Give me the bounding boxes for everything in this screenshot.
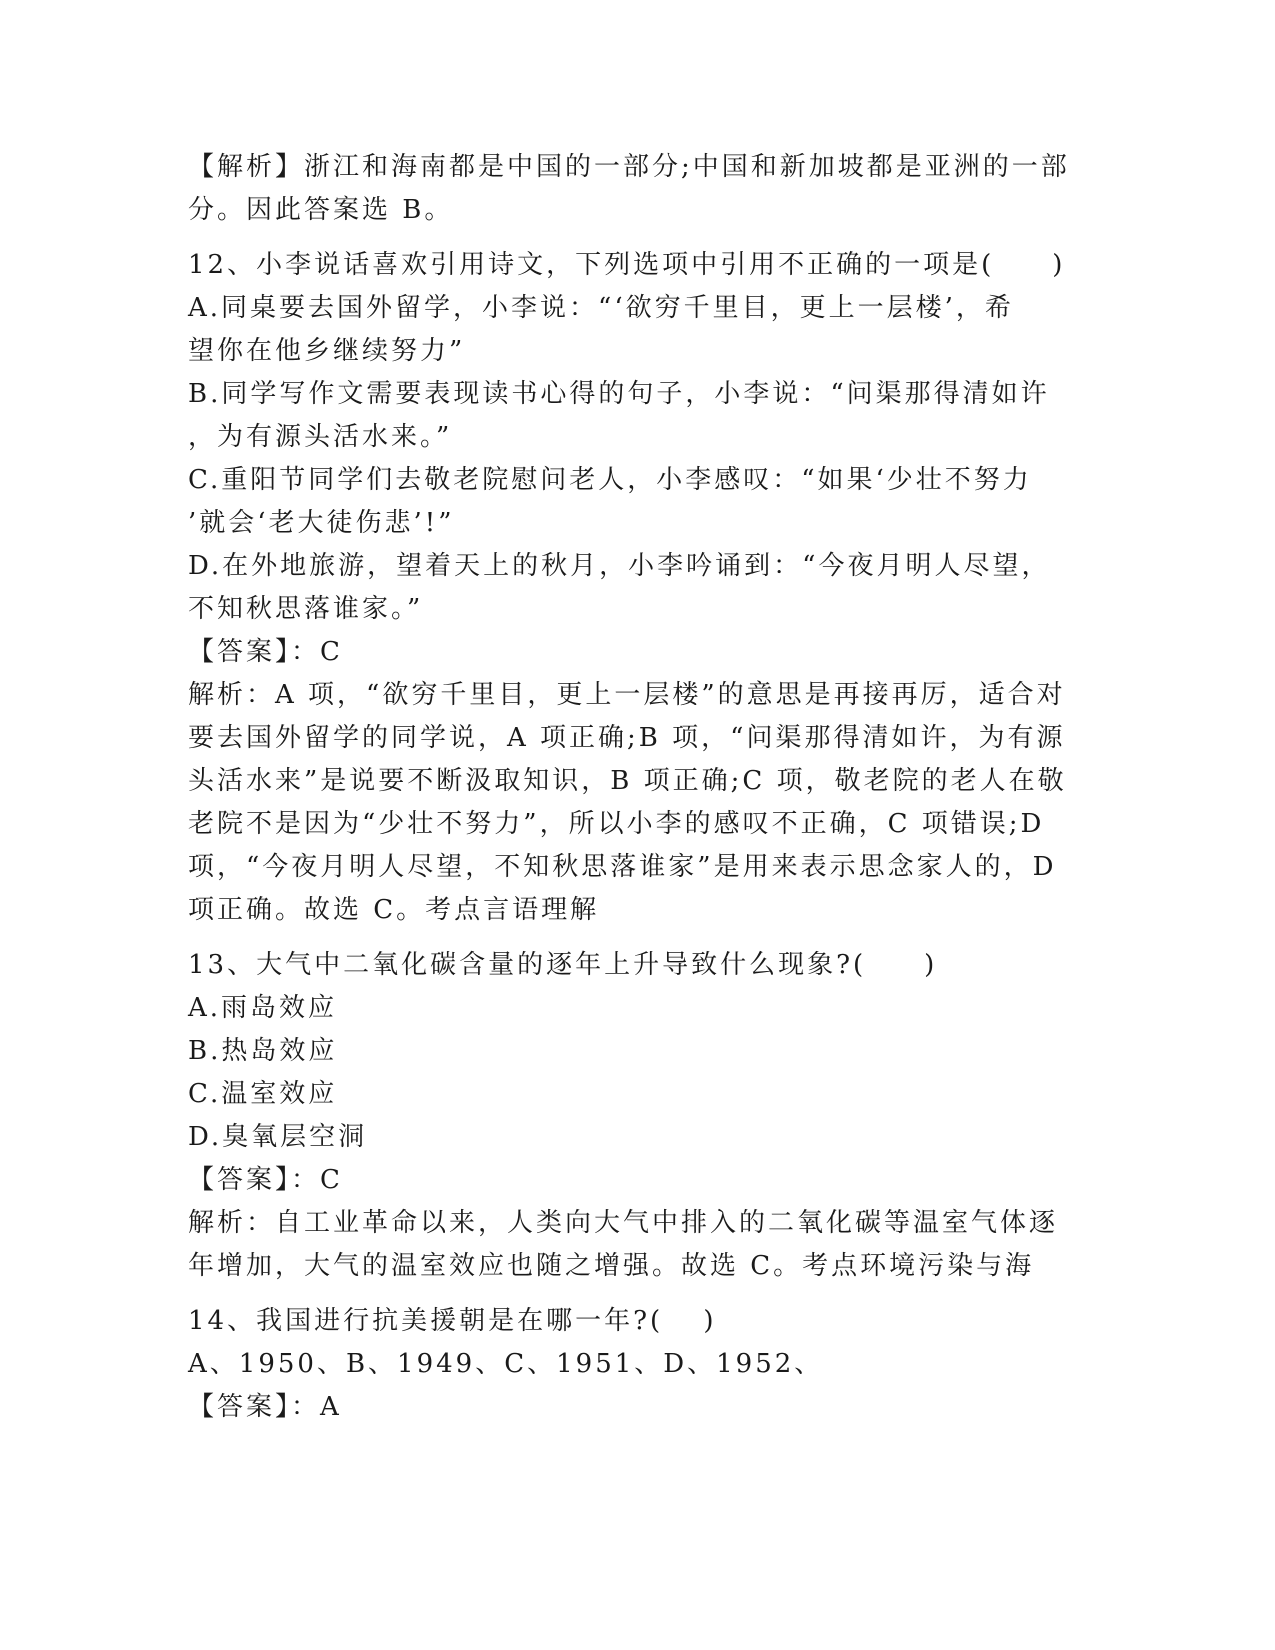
option-c: C.温室效应 bbox=[188, 1079, 338, 1109]
option-b: B.同学写作文需要表现读书心得的句子，小李说：“问渠那得清如许 bbox=[188, 379, 1050, 409]
question-stem: 13、大气中二氧化碳含量的逐年上升导致什么现象?( ) bbox=[188, 950, 938, 980]
analysis-line: 项，“今夜月明人尽望，不知秋思落谁家”是用来表示思念家人的，D bbox=[188, 852, 1057, 882]
option-d-cont: 不知秋思落谁家。” bbox=[188, 594, 424, 624]
answer: 【答案】：C bbox=[188, 637, 343, 667]
option-d: D.臭氧层空洞 bbox=[188, 1122, 368, 1152]
spacer bbox=[188, 1288, 1088, 1300]
question-12 bbox=[188, 244, 1088, 932]
question-13 bbox=[188, 944, 1088, 1288]
block-analysis-q11 bbox=[188, 146, 1088, 232]
option-d: D.在外地旅游，望着天上的秋月，小李吟诵到：“今夜月明人尽望， bbox=[188, 551, 1051, 581]
options-line: A、1950、B、1949、C、1951、D、1952、 bbox=[188, 1349, 824, 1379]
document-page bbox=[188, 146, 1088, 1429]
analysis-line: 老院不是因为“少壮不努力”，所以小李的感叹不正确，C 项错误;D bbox=[188, 809, 1045, 839]
option-a-cont: 望你在他乡继续努力” bbox=[188, 336, 466, 366]
question-stem: 14、我国进行抗美援朝是在哪一年?( ) bbox=[188, 1306, 717, 1336]
question-14 bbox=[188, 1300, 1088, 1429]
analysis-line: 项正确。故选 C。考点言语理解 bbox=[188, 895, 600, 925]
analysis-line: 解析：自工业革命以来，人类向大气中排入的二氧化碳等温室气体逐 bbox=[188, 1208, 1059, 1238]
option-b: B.热岛效应 bbox=[188, 1036, 338, 1066]
option-a: A.雨岛效应 bbox=[188, 993, 338, 1023]
text-line: 分。因此答案选 B。 bbox=[188, 195, 454, 225]
option-c: C.重阳节同学们去敬老院慰问老人，小李感叹：“如果‘少壮不努力 bbox=[188, 465, 1032, 495]
option-c-cont: ’就会‘老大徒伤悲’!” bbox=[188, 508, 455, 538]
analysis-line: 解析：A 项，“欲穷千里目，更上一层楼”的意思是再接再厉，适合对 bbox=[188, 680, 1066, 710]
spacer bbox=[188, 932, 1088, 944]
spacer bbox=[188, 232, 1088, 244]
answer: 【答案】：C bbox=[188, 1165, 343, 1195]
analysis-line: 头活水来”是说要不断汲取知识，B 项正确;C 项，敬老院的老人在敬 bbox=[188, 766, 1067, 796]
option-b-cont: ，为有源头活水来。” bbox=[188, 422, 453, 452]
text-line: 【解析】浙江和海南都是中国的一部分;中国和新加坡都是亚洲的一部 bbox=[188, 152, 1070, 182]
answer: 【答案】：A bbox=[188, 1392, 342, 1422]
analysis-line: 要去国外留学的同学说，A 项正确;B 项，“问渠那得清如许，为有源 bbox=[188, 723, 1066, 753]
question-stem: 12、小李说话喜欢引用诗文，下列选项中引用不正确的一项是( ) bbox=[188, 250, 1066, 280]
option-a: A.同桌要去国外留学，小李说：“‘欲穷千里目，更上一层楼’，希 bbox=[188, 293, 1014, 323]
analysis-line: 年增加，大气的温室效应也随之增强。故选 C。考点环境污染与海 bbox=[188, 1251, 1035, 1281]
